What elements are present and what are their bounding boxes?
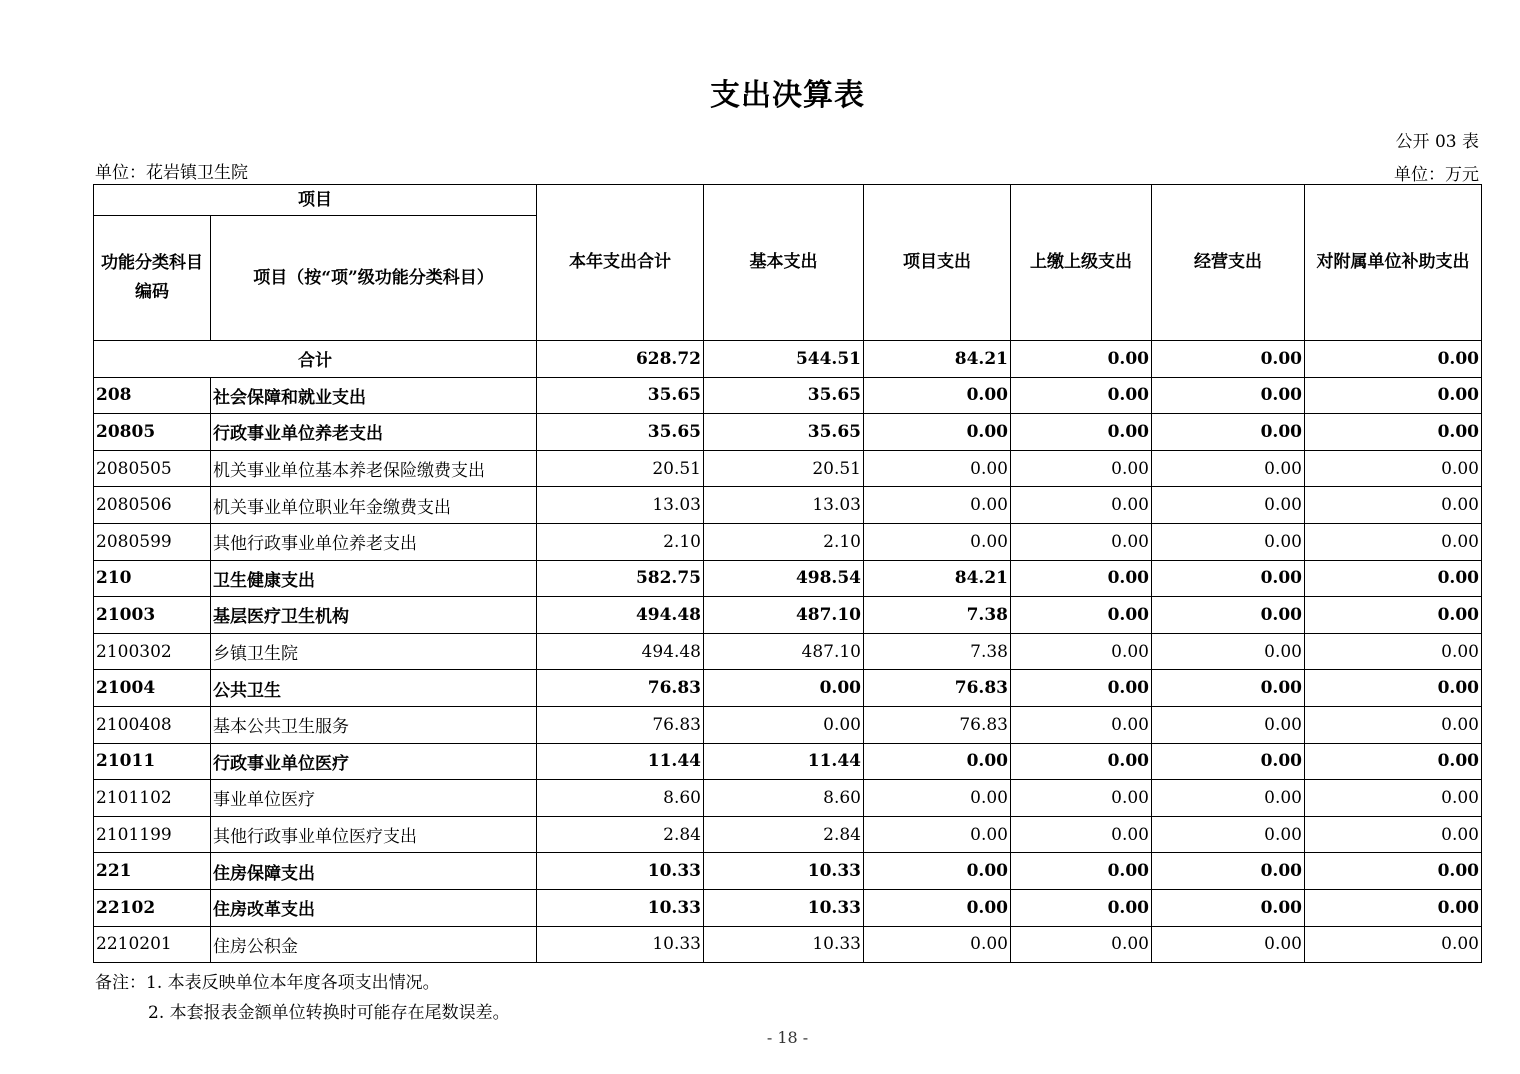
expenditure-table [93,184,1482,963]
row-project: 7.38 [864,597,1011,634]
row-subsidy: 0.00 [1305,816,1482,853]
note-1: 备注：1. 本表反映单位本年度各项支出情况。 [95,973,440,993]
page-title: 支出决算表 [710,78,865,113]
row-basic: 20.51 [704,450,864,487]
table-row [94,597,1482,634]
row-business: 0.00 [1152,816,1305,853]
row-name: 行政事业单位医疗 [211,743,537,780]
row-code: 2100302 [94,633,211,670]
row-total: 13.03 [537,487,704,524]
row-basic: 35.65 [704,414,864,451]
table-row [94,780,1482,817]
row-upper: 0.00 [1011,743,1152,780]
row-project: 0.00 [864,523,1011,560]
table-row [94,706,1482,743]
row-code: 208 [94,377,211,414]
row-subsidy: 0.00 [1305,743,1482,780]
row-subsidy: 0.00 [1305,889,1482,926]
row-name: 乡镇卫生院 [211,633,537,670]
header-subsidy: 对附属单位补助支出 [1305,185,1482,341]
row-code: 2080506 [94,487,211,524]
row-business: 0.00 [1152,853,1305,890]
row-basic: 487.10 [704,633,864,670]
row-project: 0.00 [864,377,1011,414]
row-name: 社会保障和就业支出 [211,377,537,414]
row-upper: 0.00 [1011,377,1152,414]
row-code: 2101102 [94,780,211,817]
row-business: 0.00 [1152,926,1305,963]
row-code: 22102 [94,889,211,926]
table-row [94,560,1482,597]
row-total: 10.33 [537,853,704,890]
row-business: 0.00 [1152,523,1305,560]
row-upper: 0.00 [1011,853,1152,890]
row-code: 2101199 [94,816,211,853]
header-name: 项目（按“项”级功能分类科目） [211,216,537,341]
total-cell: 0.00 [1011,341,1152,378]
row-name: 公共卫生 [211,670,537,707]
row-project: 0.00 [864,889,1011,926]
row-upper: 0.00 [1011,450,1152,487]
table-row [94,414,1482,451]
row-code: 221 [94,853,211,890]
header-upper: 上缴上级支出 [1011,185,1152,341]
row-name: 住房改革支出 [211,889,537,926]
row-name: 事业单位医疗 [211,780,537,817]
row-upper: 0.00 [1011,706,1152,743]
notes [95,968,510,1028]
row-business: 0.00 [1152,743,1305,780]
row-business: 0.00 [1152,633,1305,670]
row-project: 7.38 [864,633,1011,670]
table-row [94,743,1482,780]
row-upper: 0.00 [1011,560,1152,597]
row-total: 20.51 [537,450,704,487]
row-basic: 2.10 [704,523,864,560]
header-item-group: 项目 [94,185,537,216]
table-row [94,816,1482,853]
row-business: 0.00 [1152,670,1305,707]
row-code: 2100408 [94,706,211,743]
row-upper: 0.00 [1011,816,1152,853]
row-total: 11.44 [537,743,704,780]
row-name: 住房保障支出 [211,853,537,890]
row-total: 8.60 [537,780,704,817]
row-subsidy: 0.00 [1305,633,1482,670]
header-project: 项目支出 [864,185,1011,341]
row-project: 0.00 [864,780,1011,817]
row-basic: 0.00 [704,670,864,707]
row-code: 20805 [94,414,211,451]
row-subsidy: 0.00 [1305,853,1482,890]
row-basic: 8.60 [704,780,864,817]
row-project: 76.83 [864,706,1011,743]
row-code: 21003 [94,597,211,634]
table-row [94,450,1482,487]
row-project: 0.00 [864,926,1011,963]
row-project: 0.00 [864,816,1011,853]
row-basic: 0.00 [704,706,864,743]
total-cell: 0.00 [1305,341,1482,378]
row-code: 210 [94,560,211,597]
table-row [94,853,1482,890]
row-business: 0.00 [1152,780,1305,817]
table-row [94,889,1482,926]
row-name: 机关事业单位基本养老保险缴费支出 [211,450,537,487]
row-name: 住房公积金 [211,926,537,963]
table-row [94,633,1482,670]
row-total: 35.65 [537,414,704,451]
form-number: 公开 03 表 [1395,132,1479,152]
row-total: 2.84 [537,816,704,853]
total-cell: 628.72 [537,341,704,378]
header-code: 功能分类科目编码 [94,216,211,341]
row-project: 0.00 [864,853,1011,890]
row-total: 35.65 [537,377,704,414]
row-project: 0.00 [864,414,1011,451]
page-number: - 18 - [766,1028,809,1047]
row-total: 76.83 [537,670,704,707]
row-name: 机关事业单位职业年金缴费支出 [211,487,537,524]
row-basic: 35.65 [704,377,864,414]
row-basic: 498.54 [704,560,864,597]
row-business: 0.00 [1152,706,1305,743]
row-business: 0.00 [1152,889,1305,926]
row-upper: 0.00 [1011,523,1152,560]
row-subsidy: 0.00 [1305,597,1482,634]
table-row [94,523,1482,560]
row-basic: 10.33 [704,926,864,963]
row-upper: 0.00 [1011,926,1152,963]
row-name: 基本公共卫生服务 [211,706,537,743]
total-cell: 84.21 [864,341,1011,378]
row-project: 0.00 [864,450,1011,487]
row-code: 2210201 [94,926,211,963]
row-subsidy: 0.00 [1305,780,1482,817]
note-2: 2. 本套报表金额单位转换时可能存在尾数误差。 [148,1003,510,1023]
header-basic: 基本支出 [704,185,864,341]
row-upper: 0.00 [1011,670,1152,707]
row-subsidy: 0.00 [1305,414,1482,451]
row-total: 2.10 [537,523,704,560]
row-upper: 0.00 [1011,487,1152,524]
row-upper: 0.00 [1011,780,1152,817]
row-subsidy: 0.00 [1305,670,1482,707]
row-total: 494.48 [537,597,704,634]
row-business: 0.00 [1152,560,1305,597]
row-upper: 0.00 [1011,414,1152,451]
row-total: 10.33 [537,926,704,963]
row-total: 494.48 [537,633,704,670]
row-upper: 0.00 [1011,597,1152,634]
total-cell: 544.51 [704,341,864,378]
total-row [94,341,1482,378]
row-basic: 11.44 [704,743,864,780]
row-basic: 13.03 [704,487,864,524]
row-business: 0.00 [1152,487,1305,524]
row-basic: 10.33 [704,889,864,926]
row-business: 0.00 [1152,450,1305,487]
row-project: 84.21 [864,560,1011,597]
row-subsidy: 0.00 [1305,450,1482,487]
row-name: 基层医疗卫生机构 [211,597,537,634]
row-upper: 0.00 [1011,889,1152,926]
row-basic: 2.84 [704,816,864,853]
row-total: 582.75 [537,560,704,597]
row-business: 0.00 [1152,414,1305,451]
total-label: 合计 [94,341,537,378]
row-upper: 0.00 [1011,633,1152,670]
row-name: 行政事业单位养老支出 [211,414,537,451]
row-code: 21004 [94,670,211,707]
table-row [94,670,1482,707]
header-business: 经营支出 [1152,185,1305,341]
row-subsidy: 0.00 [1305,377,1482,414]
table-row [94,926,1482,963]
row-business: 0.00 [1152,377,1305,414]
row-subsidy: 0.00 [1305,706,1482,743]
row-total: 10.33 [537,889,704,926]
row-name: 其他行政事业单位医疗支出 [211,816,537,853]
table-row [94,377,1482,414]
row-code: 2080599 [94,523,211,560]
row-business: 0.00 [1152,597,1305,634]
row-project: 76.83 [864,670,1011,707]
row-code: 21011 [94,743,211,780]
reporting-unit: 单位：花岩镇卫生院 [95,163,248,183]
row-name: 卫生健康支出 [211,560,537,597]
header-total: 本年支出合计 [537,185,704,341]
currency-unit: 单位：万元 [1394,165,1479,185]
total-cell: 0.00 [1152,341,1305,378]
row-basic: 487.10 [704,597,864,634]
row-subsidy: 0.00 [1305,523,1482,560]
row-name: 其他行政事业单位养老支出 [211,523,537,560]
table-row [94,487,1482,524]
row-total: 76.83 [537,706,704,743]
row-subsidy: 0.00 [1305,926,1482,963]
row-subsidy: 0.00 [1305,560,1482,597]
row-project: 0.00 [864,487,1011,524]
row-code: 2080505 [94,450,211,487]
row-project: 0.00 [864,743,1011,780]
row-subsidy: 0.00 [1305,487,1482,524]
row-basic: 10.33 [704,853,864,890]
